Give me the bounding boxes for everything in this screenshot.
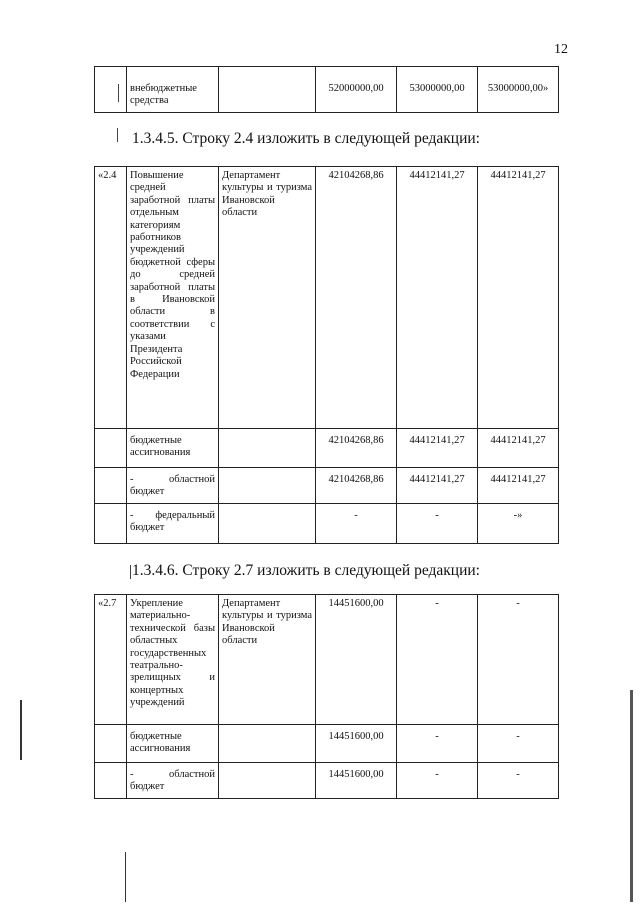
value-2019-cell: 42104268,86 — [316, 167, 397, 429]
value-2019-cell: 14451600,00 — [316, 595, 397, 725]
value-2021-cell: - — [478, 763, 559, 799]
table-row — [95, 763, 559, 799]
row-number-cell: «2.4 — [95, 167, 127, 429]
value-2021-cell: 44412141,27 — [478, 167, 559, 429]
row-executor-cell — [219, 67, 316, 113]
value-2019-cell: 42104268,86 — [316, 429, 397, 468]
table-row — [95, 429, 559, 468]
value-2021-cell: - — [478, 595, 559, 725]
table-row — [95, 504, 559, 544]
row-number-cell — [95, 67, 127, 113]
value-2021-cell: - — [478, 725, 559, 763]
table-row — [95, 167, 559, 429]
row-name-cell: - областной бюджет — [127, 763, 219, 799]
value-2020-cell: 44412141,27 — [397, 429, 478, 468]
value-2020-cell: - — [397, 725, 478, 763]
value-2019-cell: 14451600,00 — [316, 763, 397, 799]
value-2019-cell: 42104268,86 — [316, 468, 397, 504]
value-2020-cell: 44412141,27 — [397, 167, 478, 429]
value-2020-cell: - — [397, 763, 478, 799]
value-2021-cell: 53000000,00» — [478, 67, 559, 113]
row-name-cell: Повышение средней заработной платы отдельным категориям работников учреждений бюджетной сферы до средней заработной платы в Ивановской области в соответствии с указами Президента Российской Федерации — [127, 167, 219, 429]
scan-artifact — [118, 84, 119, 102]
row-executor-cell: Департамент культуры и туризма Ивановской области — [219, 595, 316, 725]
row-name-cell: бюджетные ассигнования — [127, 429, 219, 468]
row-name-cell: Укрепление материально-технической базы областных государственных театрально-зрелищных и концертных учреждений — [127, 595, 219, 725]
table-row — [95, 67, 559, 113]
value-2019-cell: 52000000,00 — [316, 67, 397, 113]
table-row-2-4 — [94, 166, 559, 544]
scan-artifact — [20, 700, 22, 760]
value-2020-cell: - — [397, 595, 478, 725]
table-row — [95, 595, 559, 725]
table-row — [95, 468, 559, 504]
page-number: 12 — [554, 42, 568, 57]
top-table — [94, 66, 559, 113]
row-number-cell: «2.7 — [95, 595, 127, 725]
scan-artifact — [130, 565, 131, 579]
scan-artifact — [117, 128, 118, 142]
value-2020-cell: 44412141,27 — [397, 468, 478, 504]
table-row — [95, 725, 559, 763]
row-name-cell: бюджетные ассигнования — [127, 725, 219, 763]
scan-artifact — [125, 852, 126, 902]
row-executor-cell: Департамент культуры и туризма Ивановской области — [219, 167, 316, 429]
value-2020-cell: - — [397, 504, 478, 544]
section-heading-2-4: 1.3.4.5. Строку 2.4 изложить в следующей редакции: — [132, 130, 480, 147]
value-2019-cell: - — [316, 504, 397, 544]
value-2019-cell: 14451600,00 — [316, 725, 397, 763]
scan-artifact — [630, 690, 633, 902]
value-2021-cell: 44412141,27 — [478, 429, 559, 468]
row-name-cell: - федеральный бюджет — [127, 504, 219, 544]
value-2020-cell: 53000000,00 — [397, 67, 478, 113]
row-name-cell: внебюджетные средства — [127, 67, 219, 113]
value-2021-cell: 44412141,27 — [478, 468, 559, 504]
section-heading-2-7: 1.3.4.6. Строку 2.7 изложить в следующей редакции: — [132, 562, 480, 579]
value-2021-cell: -» — [478, 504, 559, 544]
table-row-2-7 — [94, 594, 559, 799]
row-name-cell: - областной бюджет — [127, 468, 219, 504]
